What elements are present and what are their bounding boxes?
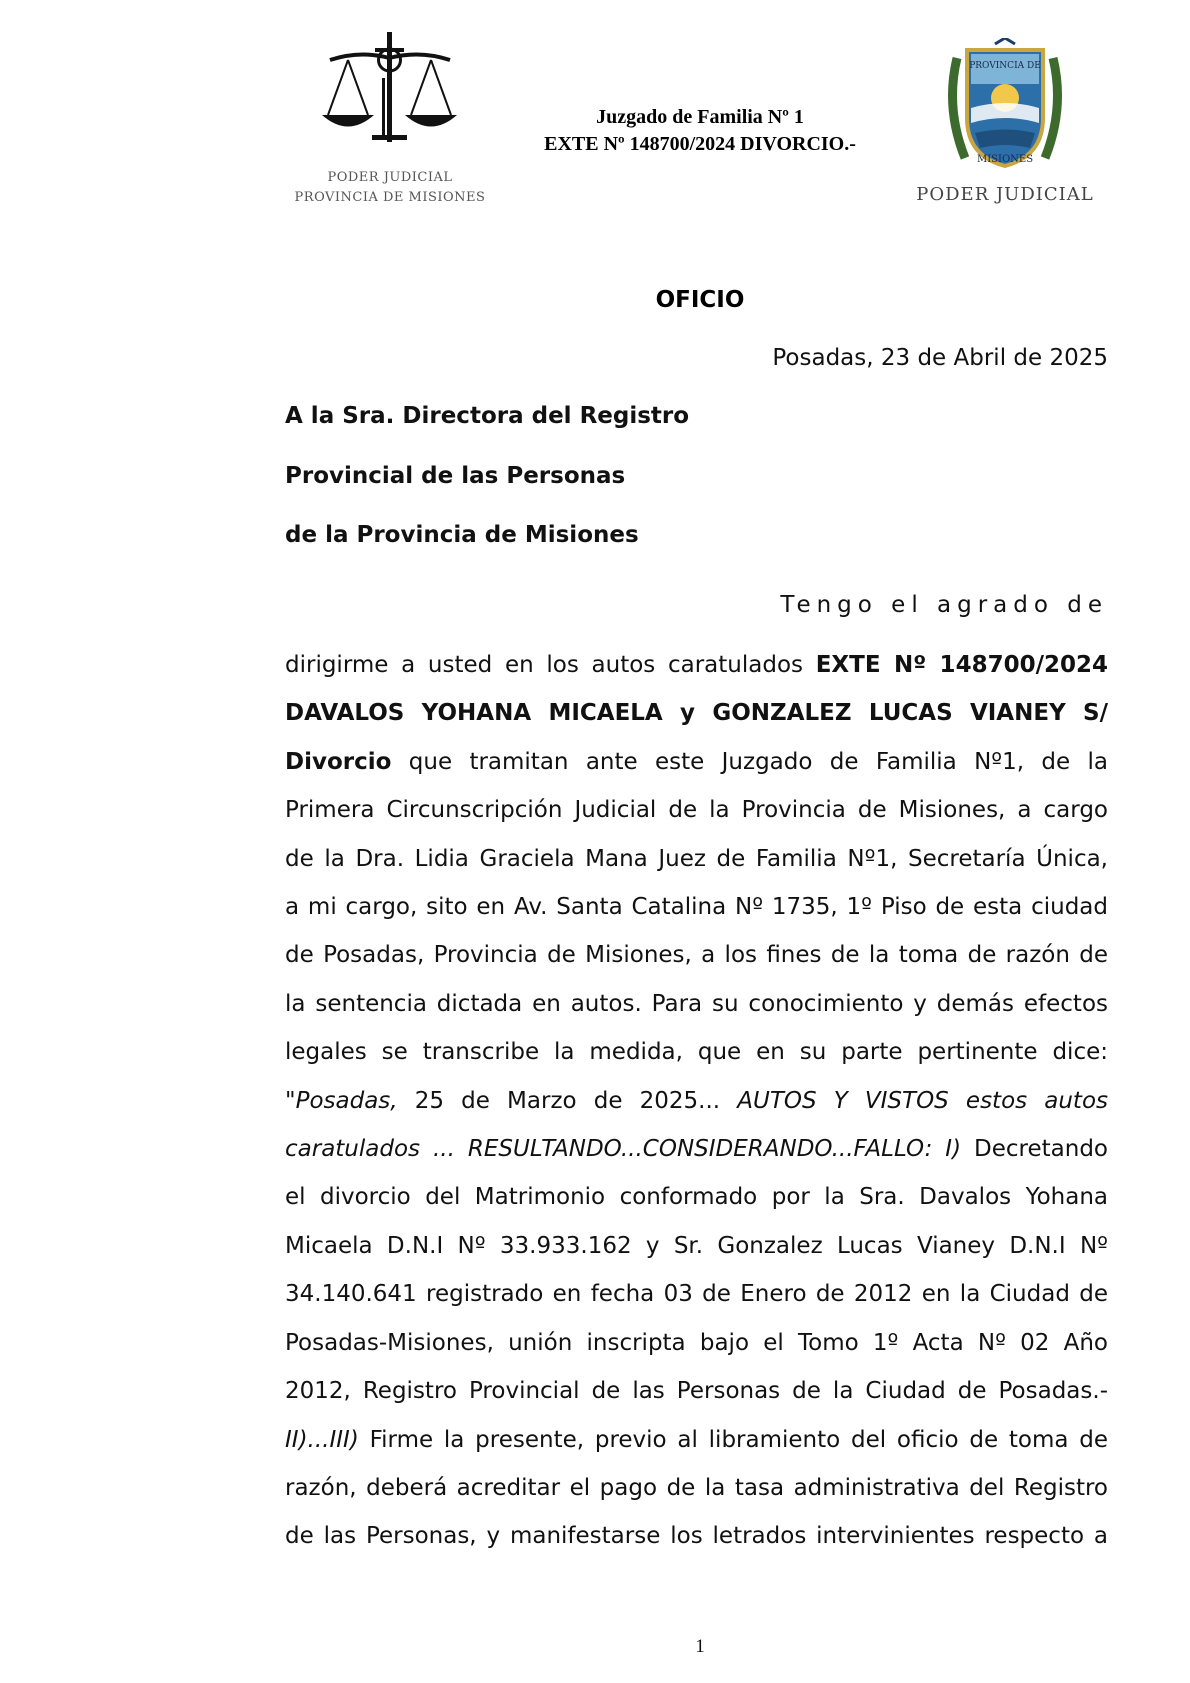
body-line: Micaela D.N.I Nº 33.933.162 y Sr. Gonzalez Lucas Vianey D.N.I Nº — [285, 1232, 1108, 1259]
logo-label-provincia: PROVINCIA DE MISIONES — [294, 190, 486, 205]
court-name: Juzgado de Familia Nº 1 — [596, 106, 804, 128]
body-line: legales se transcribe la medida, que en su parte pertinente dice: — [285, 1039, 1108, 1066]
addressee-line-2: Provincial de las Personas — [285, 463, 626, 489]
case-reference: EXTE Nº 148700/2024 DIVORCIO.- — [544, 133, 856, 155]
body-line: dirigirme a usted en los autos caratulados EXTE Nº 148700/2024 — [285, 652, 1108, 678]
body-line: 34.140.641 registrado en fecha 03 de Enero de 2012 en la Ciudad de — [285, 1281, 1108, 1308]
logo-label-poder-judicial: PODER JUDICIAL — [327, 170, 453, 185]
document-title: OFICIO — [655, 287, 745, 313]
document-header — [500, 104, 900, 158]
opening-phrase: Tengo el agrado de — [780, 592, 1108, 618]
body-line: a mi cargo, sito en Av. Santa Catalina Nº 1735, 1º Piso de esta ciudad — [285, 894, 1108, 921]
document-date: Posadas, 23 de Abril de 2025 — [772, 345, 1108, 371]
case-number-bold: EXTE Nº 148700/2024 — [815, 652, 1108, 678]
body-line: II)...III) Firme la presente, previo al libramiento del oficio de toma de — [285, 1426, 1108, 1453]
page-number: 1 — [695, 1636, 705, 1657]
body-line — [285, 689, 1108, 737]
seal-top-text: PROVINCIA DE — [969, 61, 1041, 71]
body-paragraph — [285, 641, 1108, 1561]
poder-judicial-scales-logo — [290, 30, 490, 215]
body-line: Posadas-Misiones, unión inscripta bajo el Tomo 1º Acta Nº 02 Año — [285, 1329, 1108, 1356]
body-line: de la Dra. Lidia Graciela Mana Juez de Familia Nº1, Secretaría Única, — [285, 845, 1108, 872]
provincial-seal-icon — [945, 38, 1065, 178]
provincia-misiones-seal-logo — [910, 38, 1100, 213]
body-line: Primera Circunscripción Judicial de la Provincia de Misiones, a cargo — [285, 797, 1108, 824]
body-line: de Posadas, Provincia de Misiones, a los fines de la toma de razón de — [285, 942, 1108, 969]
body-line: 2012, Registro Provincial de las Personas de la Ciudad de Posadas.- — [285, 1378, 1108, 1405]
body-line: de las Personas, y manifestarse los letrados intervinientes respecto a — [285, 1523, 1108, 1550]
body-line: la sentencia dictada en autos. Para su conocimiento y demás efectos — [285, 990, 1108, 1017]
seal-bottom-text: MISIONES — [976, 154, 1034, 165]
body-line: razón, deberá acreditar el pago de la tasa administrativa del Registro — [285, 1474, 1108, 1501]
body-line: Divorcio que tramitan ante este Juzgado de Familia Nº1, de la — [285, 748, 1108, 775]
logo-label-poder-judicial-right: PODER JUDICIAL — [916, 184, 1094, 205]
scales-of-justice-icon — [320, 30, 460, 165]
addressee-line-1: A la Sra. Directora del Registro — [285, 403, 690, 429]
case-parties-bold: DAVALOS YOHANA MICAELA y GONZALEZ LUCAS VIANEY S/ — [285, 700, 1108, 727]
body-line: "Posadas, 25 de Marzo de 2025... AUTOS Y VISTOS estos autos — [285, 1087, 1109, 1114]
body-line: caratulados ... RESULTANDO...CONSIDERANDO...FALLO: I) Decretando — [285, 1136, 1108, 1163]
case-type-bold: Divorcio — [285, 748, 392, 775]
body-line: el divorcio del Matrimonio conformado por la Sra. Davalos Yohana — [285, 1184, 1108, 1211]
addressee-line-3: de la Provincia de Misiones — [285, 522, 639, 548]
